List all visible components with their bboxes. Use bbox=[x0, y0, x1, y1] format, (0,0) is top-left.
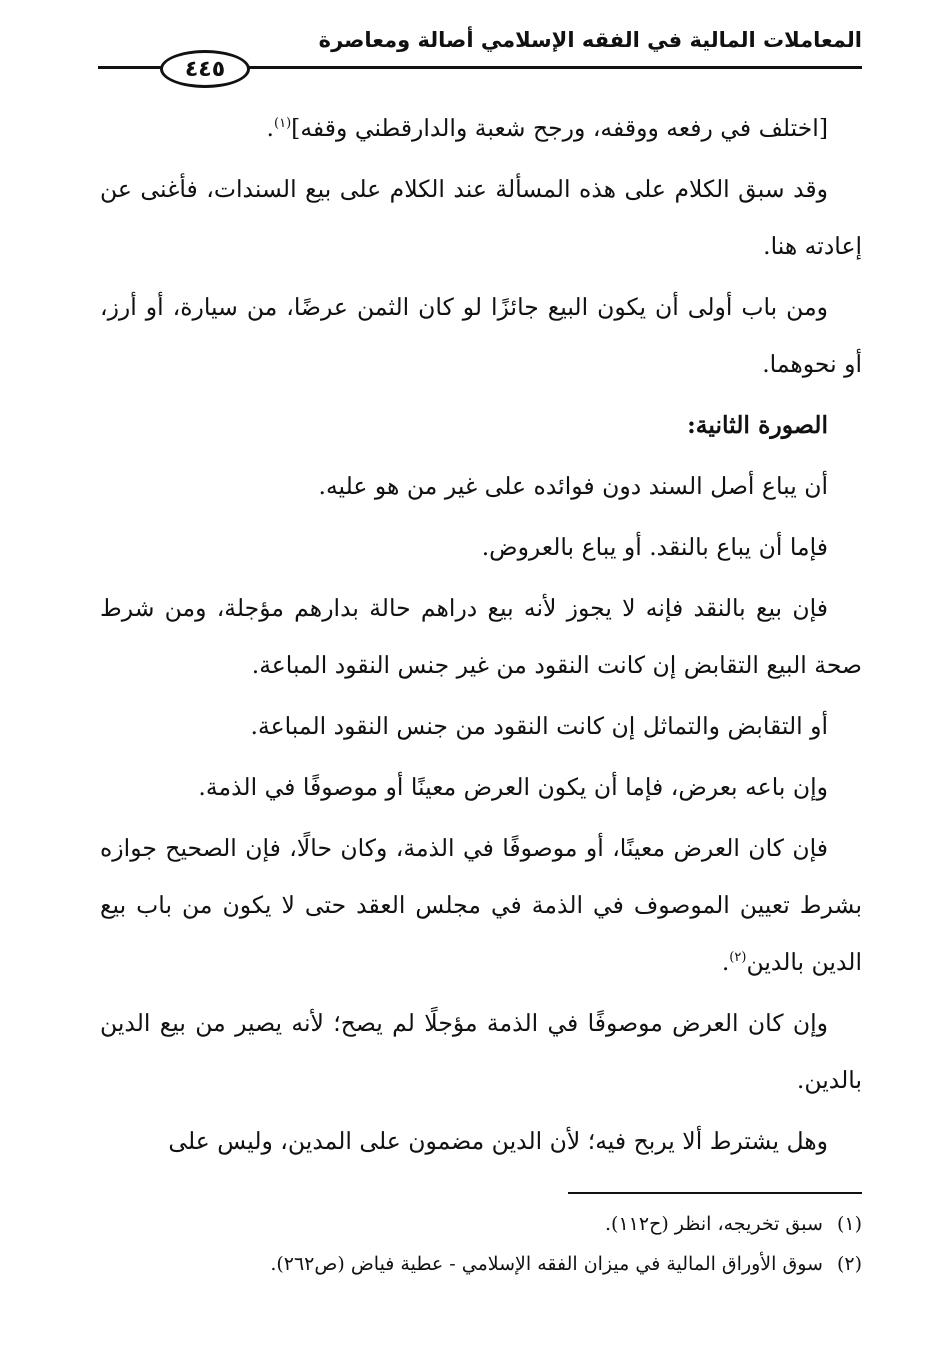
paragraph-4: أن يباع أصل السند دون فوائده على غير من هو عليه. bbox=[318, 472, 828, 500]
section-heading: الصورة الثانية: bbox=[687, 411, 828, 439]
paragraph-6: فإن بيع بالنقد فإنه لا يجوز لأنه بيع دراهم حالة بدارهم مؤجلة، ومن شرط صحة البيع التقابض إن كانت النقود من غير جنس النقود المباعة. bbox=[100, 594, 862, 679]
paragraph-7: أو التقابض والتماثل إن كانت النقود من جنس النقود المباعة. bbox=[250, 712, 828, 740]
paragraph-9-text: فإن كان العرض معينًا، أو موصوفًا في الذمة، وكان حالًا، فإن الصحيح جوازه بشرط تعيين الموصوف في الذمة في مجلس العقد حتى لا يكون من باب بيع الدين بالدين bbox=[100, 834, 862, 976]
footnote-text: سبق تخريجه، انظر (ح١١٢). bbox=[605, 1213, 823, 1235]
paragraph-11: وهل يشترط ألا يربح فيه؛ لأن الدين مضمون على المدين، وليس على bbox=[168, 1127, 828, 1155]
footnote-text: سوق الأوراق المالية في ميزان الفقه الإسلامي - عطية فياض (ص٢٦٢). bbox=[270, 1253, 823, 1275]
paragraph-8: وإن باعه بعرض، فإما أن يكون العرض معينًا أو موصوفًا في الذمة. bbox=[198, 773, 828, 801]
footnote-ref-2[interactable]: (٢) bbox=[729, 950, 747, 965]
paragraph-1 bbox=[100, 100, 862, 157]
paragraph-1-text: [اختلف في رفعه ووقفه، ورجح شعبة والدارقطني وقفه] bbox=[291, 114, 828, 142]
footnote-2 bbox=[100, 1244, 862, 1284]
paragraph-5: فإما أن يباع بالنقد. أو يباع بالعروض. bbox=[481, 533, 828, 561]
paragraph-2: وقد سبق الكلام على هذه المسألة عند الكلام على بيع السندات، فأغنى عن إعادته هنا. bbox=[100, 175, 862, 260]
page-body bbox=[100, 100, 862, 1174]
footnote-number: (١) bbox=[836, 1213, 862, 1235]
paragraph-1-end: . bbox=[266, 114, 275, 142]
footnotes bbox=[100, 1204, 862, 1284]
footnote-separator bbox=[568, 1192, 862, 1194]
paragraph-3: ومن باب أولى أن يكون البيع جائزًا لو كان الثمن عرضًا، من سيارة، أو أرز، أو نحوهما. bbox=[100, 293, 862, 378]
paragraph-9 bbox=[100, 820, 862, 991]
footnote-1 bbox=[100, 1204, 862, 1244]
footnote-number: (٢) bbox=[836, 1253, 862, 1275]
paragraph-10: وإن كان العرض موصوفًا في الذمة مؤجلًا لم يصح؛ لأنه يصير من بيع الدين بالدين. bbox=[100, 1009, 862, 1094]
running-header-title: المعاملات المالية في الفقه الإسلامي أصالة ومعاصرة bbox=[318, 28, 862, 52]
paragraph-9-end: . bbox=[721, 948, 730, 976]
footnote-ref-1[interactable]: (١) bbox=[274, 116, 292, 131]
page-number-badge: ٤٤٥ bbox=[160, 50, 250, 88]
